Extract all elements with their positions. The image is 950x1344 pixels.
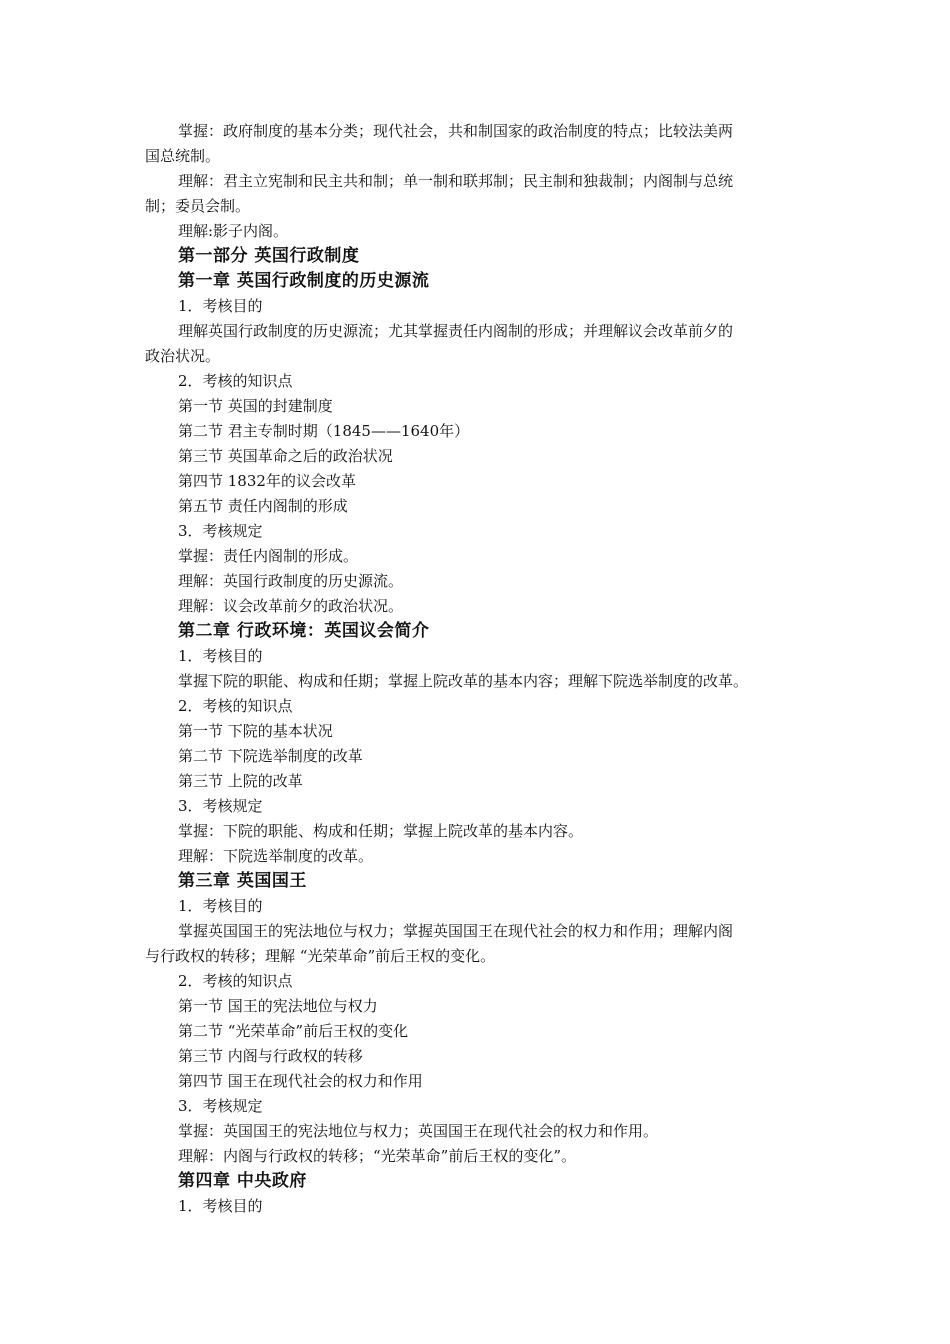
section-heading: 第二章 行政环境：英国议会简介 [178, 621, 430, 641]
text-line: 第一节 下院的基本状况 [178, 722, 333, 740]
text-line: 第三节 内阁与行政权的转移 [178, 1047, 363, 1065]
text-line: 掌握：英国国王的宪法地位与权力；英国国王在现代社会的权力和作用。 [178, 1122, 659, 1140]
text-line: 3．考核规定 [178, 797, 263, 815]
text-line: 掌握：政府制度的基本分类；现代社会，共和制国家的政治制度的特点；比较法美两 [178, 122, 734, 140]
text-line: 理解：下院选举制度的改革。 [178, 847, 374, 865]
text-line: 1．考核目的 [178, 1197, 263, 1215]
paragraph-continuation: 国总统制。 [145, 147, 221, 165]
text-line: 理解：君主立宪制和民主共和制；单一制和联邦制；民主制和独裁制；内阁制与总统 [178, 172, 734, 190]
text-line: 第三节 英国革命之后的政治状况 [178, 447, 393, 465]
text-line: 理解：议会改革前夕的政治状况。 [178, 597, 404, 615]
text-line: 第四节 国王在现代社会的权力和作用 [178, 1072, 423, 1090]
text-line: 掌握英国国王的宪法地位与权力；掌握英国国王在现代社会的权力和作用；理解内阁 [178, 922, 734, 940]
text-line: 理解:影子内阁。 [178, 222, 289, 240]
section-heading: 第四章 中央政府 [178, 1171, 307, 1191]
text-line: 1．考核目的 [178, 297, 263, 315]
text-line: 理解：内阁与行政权的转移；“光荣革命”前后王权的变化”。 [178, 1147, 577, 1165]
section-heading: 第三章 英国国王 [178, 871, 307, 891]
text-line: 第三节 上院的改革 [178, 772, 303, 790]
text-line: 1．考核目的 [178, 897, 263, 915]
paragraph-continuation: 制；委员会制。 [145, 197, 251, 215]
section-heading: 第一部分 英国行政制度 [178, 246, 360, 266]
paragraph-continuation: 与行政权的转移；理解 “光荣革命”前后王权的变化。 [145, 947, 496, 965]
text-line: 掌握：下院的职能、构成和任期；掌握上院改革的基本内容。 [178, 822, 584, 840]
text-line: 第一节 国王的宪法地位与权力 [178, 997, 378, 1015]
text-line: 第五节 责任内阁制的形成 [178, 497, 348, 515]
text-line: 掌握下院的职能、构成和任期；掌握上院改革的基本内容；理解下院选举制度的改革。 [178, 672, 749, 690]
text-line: 2．考核的知识点 [178, 372, 293, 390]
text-line: 理解英国行政制度的历史源流；尤其掌握责任内阁制的形成；并理解议会改革前夕的 [178, 322, 734, 340]
text-line: 3．考核规定 [178, 1097, 263, 1115]
text-line: 掌握：责任内阁制的形成。 [178, 547, 359, 565]
text-line: 2．考核的知识点 [178, 972, 293, 990]
text-line: 第二节 君主专制时期（1845——1640年） [178, 422, 470, 440]
text-line: 第四节 1832年的议会改革 [178, 472, 356, 490]
text-line: 理解：英国行政制度的历史源流。 [178, 572, 404, 590]
paragraph-continuation: 政治状况。 [145, 347, 221, 365]
text-line: 3．考核规定 [178, 522, 263, 540]
text-line: 2．考核的知识点 [178, 697, 293, 715]
text-line: 第二节 下院选举制度的改革 [178, 747, 363, 765]
text-line: 第二节 “光荣革命”前后王权的变化 [178, 1022, 409, 1040]
section-heading: 第一章 英国行政制度的历史源流 [178, 271, 430, 291]
text-line: 第一节 英国的封建制度 [178, 397, 333, 415]
document-page [0, 119, 950, 1219]
text-line: 1．考核目的 [178, 647, 263, 665]
